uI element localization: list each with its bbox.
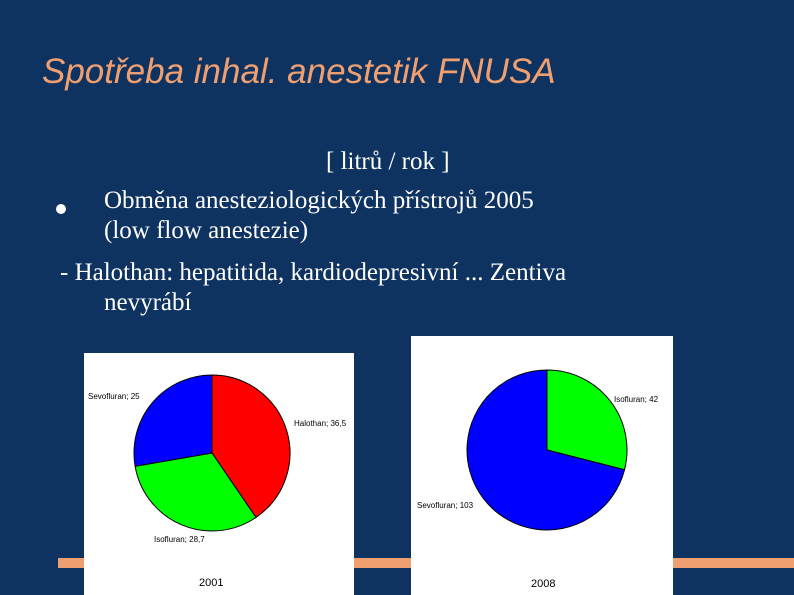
bullet-icon <box>56 204 66 214</box>
dash-line-1: - Halothan: hepatitida, kardiodepresivní ... Zentiva <box>60 259 567 286</box>
pie-chart-2008 <box>411 336 673 595</box>
pie-slices-2001 <box>134 375 290 531</box>
slice-label-sevofluran-2001: Sevofluran; 25 <box>88 392 140 401</box>
bullet-line-2: (low flow anestezie) <box>104 217 309 244</box>
slice-label-halothan-2001: Halothan; 36,5 <box>294 419 347 428</box>
chart-year-2008: 2008 <box>531 578 556 590</box>
pie-slice-sevofluran-2001 <box>134 375 212 466</box>
unit-line: [ litrů / rok ] <box>326 148 450 175</box>
chart-year-2001: 2001 <box>199 577 224 589</box>
pie-chart-2008-svg <box>411 336 673 595</box>
slice-label-sevofluran-2008: Sevofluran; 103 <box>417 501 474 510</box>
slide-title: Spotřeba inhal. anestetik FNUSA <box>42 52 556 91</box>
pie-chart-2001-svg <box>84 353 354 595</box>
dash-line-2: nevyrábí <box>104 289 192 316</box>
slice-label-isofluran-2008: Isofluran; 42 <box>614 395 659 404</box>
pie-slices-2008 <box>467 370 627 530</box>
slice-label-isofluran-2001: Isofluran; 28,7 <box>154 535 205 544</box>
pie-chart-2001 <box>84 353 354 595</box>
bullet-line-1: Obměna anesteziologických přístrojů 2005 <box>104 187 534 214</box>
